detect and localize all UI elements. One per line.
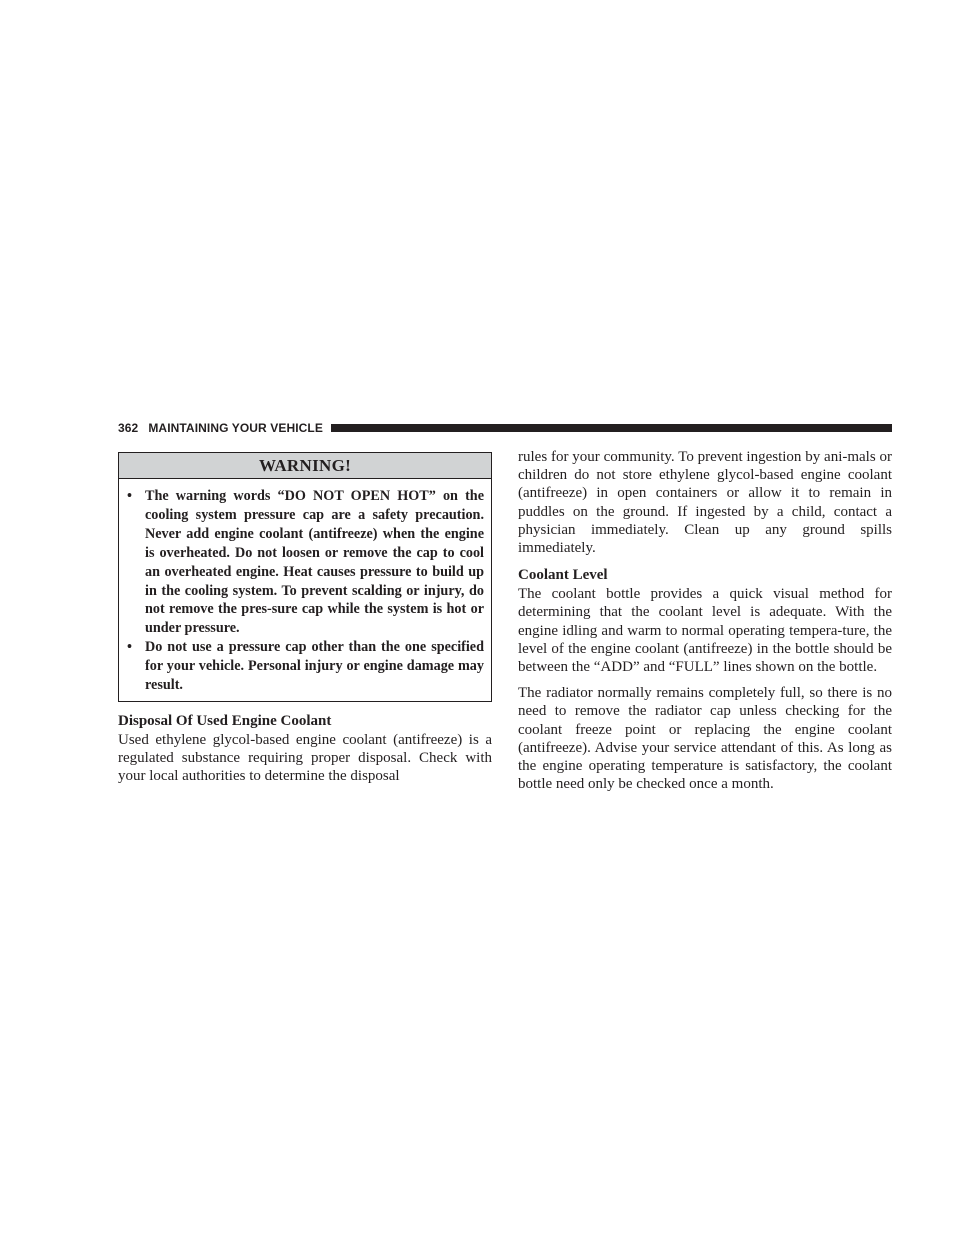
warning-item-text: The warning words “DO NOT OPEN HOT” on the cooling system pressure cap are a safety precaution. Never add engine coolant (antifreeze) when the engine is overheated. Do not loosen or remove the cap to cool an overheated engine. Heat causes pressure to build up in the cooling system. To prevent scalding or injury, do not remove the pres-sure cap while the system is hot or under pressure. (145, 488, 484, 637)
header-rule (331, 424, 892, 432)
left-column (118, 452, 492, 786)
disposal-heading: Disposal Of Used Engine Coolant (118, 713, 332, 729)
page-header (118, 419, 892, 437)
bullet-icon: • (127, 639, 132, 656)
warning-title: WARNING! (119, 453, 491, 479)
disposal-paragraph: Used ethylene glycol-based engine coolant (antifreeze) is a regulated substance requiring proper disposal. Check with your local authorities to determine the disposal (118, 732, 492, 785)
coolant-level-paragraph: The coolant bottle provides a quick visual method for determining that the coolant level is adequate. With the engine idling and warm to normal operating tempera-ture, the level of the engine coolant (antifreeze) in the bottle should be between the “ADD” and “FULL” lines shown on the bottle. (518, 586, 892, 676)
warning-list (119, 479, 491, 695)
warning-box (118, 452, 492, 702)
warning-item (127, 487, 484, 638)
section-title: MAINTAINING YOUR VEHICLE (148, 421, 323, 435)
warning-item-text: Do not use a pressure cap other than the one specified for your vehicle. Personal injury or engine damage may result. (145, 639, 484, 694)
coolant-level-heading: Coolant Level (518, 567, 608, 584)
bullet-icon: • (127, 488, 132, 504)
disposal-paragraph-continued: rules for your community. To prevent ingestion by ani-mals or children do not store ethylene glycol-based engine coolant (antifreeze) in open containers or allow it to remain in puddles on the ground. If ingested by a child, contact a physician immediately. Clean up any ground spills immediately. (518, 449, 892, 557)
warning-item (127, 638, 484, 695)
page-number: 362 (118, 421, 139, 435)
right-column (518, 448, 892, 793)
radiator-paragraph: The radiator normally remains completely full, so there is no need to remove the radiator cap unless checking for the coolant freeze point or replacing the engine coolant (antifreeze). Advise your service attendant of this. As long as the engine operating temperature is satisfactory, the coolant bottle need only be checked once a month. (518, 685, 892, 793)
